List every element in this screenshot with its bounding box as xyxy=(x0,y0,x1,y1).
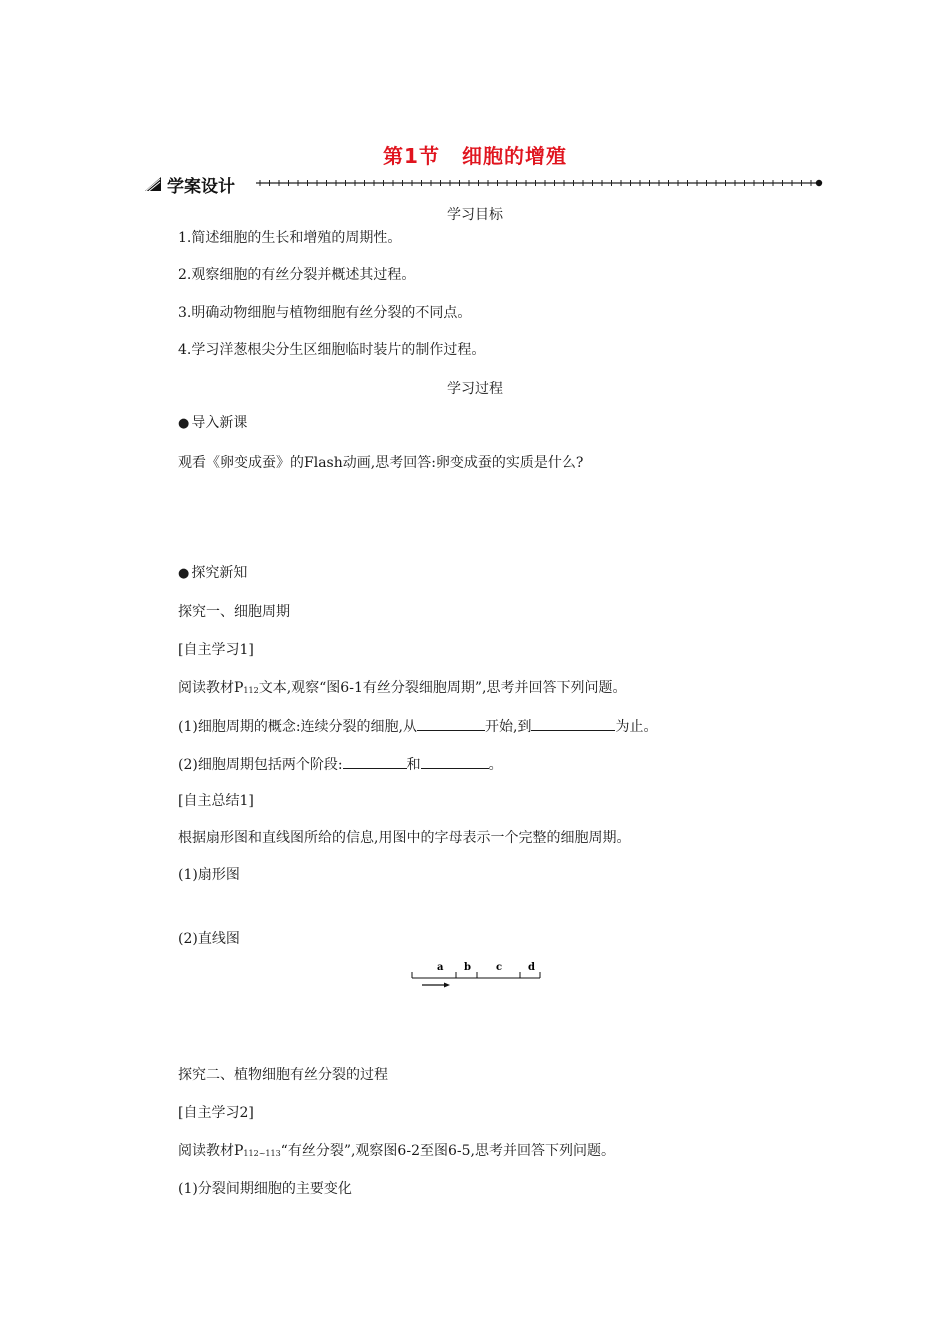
page-subscript: 112~113 xyxy=(243,1149,281,1158)
objective-item: 4.学习洋葱根尖分生区细胞临时装片的制作过程。 xyxy=(178,342,486,358)
pen-icon xyxy=(143,176,163,192)
segment-label-d: d xyxy=(528,962,535,973)
answer-blank[interactable] xyxy=(531,716,615,731)
section1-self-summary: [自主总结1] xyxy=(178,793,254,809)
intro-heading xyxy=(178,413,247,434)
section1-question-1: (1)细胞周期的概念:连续分裂的细胞,从 开始,到 为止。 xyxy=(178,716,657,737)
answer-blank[interactable] xyxy=(421,754,489,769)
intro-heading-text: 导入新课 xyxy=(191,415,248,431)
section2-self-study: [自主学习2] xyxy=(178,1105,254,1121)
intro-question: 观看《卵变成蚕》的Flash动画,思考回答:卵变成蚕的实质是什么? xyxy=(178,455,584,471)
section-banner xyxy=(143,172,823,196)
title-topic: 细胞的增殖 xyxy=(461,144,567,168)
bullet-icon: ● xyxy=(178,566,190,581)
fan-diagram-label: (1)扇形图 xyxy=(178,867,240,883)
objective-item: 1.简述细胞的生长和增殖的周期性。 xyxy=(178,230,402,246)
explore-heading-text: 探究新知 xyxy=(191,565,248,581)
bullet-icon: ● xyxy=(178,416,190,431)
dotted-rule-icon xyxy=(256,172,826,196)
cell-cycle-line-diagram xyxy=(410,958,545,994)
section2-title: 探究二、植物细胞有丝分裂的过程 xyxy=(178,1067,388,1083)
segment-label-a: a xyxy=(437,962,444,973)
line-diagram-label: (2)直线图 xyxy=(178,931,240,947)
objective-item: 2.观察细胞的有丝分裂并概述其过程。 xyxy=(178,267,416,283)
title-section-number: 第1节 xyxy=(383,144,440,168)
answer-blank[interactable] xyxy=(417,716,485,731)
page-title xyxy=(0,140,950,169)
section1-reading: 阅读教材P112文本,观察“图6-1有丝分裂细胞周期”,思考并回答下列问题。 xyxy=(178,680,627,696)
objectives-heading: 学习目标 xyxy=(447,207,503,223)
section2-question-1: (1)分裂间期细胞的主要变化 xyxy=(178,1181,352,1197)
process-heading: 学习过程 xyxy=(447,381,503,397)
banner-label: 学案设计 xyxy=(167,177,235,197)
section1-self-study: [自主学习1] xyxy=(178,642,254,658)
section1-question-2: (2)细胞周期包括两个阶段: 和 。 xyxy=(178,754,503,775)
section2-reading: 阅读教材P112~113“有丝分裂”,观察图6-2至图6-5,思考并回答下列问题。 xyxy=(178,1143,615,1159)
section1-summary-text: 根据扇形图和直线图所给的信息,用图中的字母表示一个完整的细胞周期。 xyxy=(178,830,631,846)
segment-label-c: c xyxy=(496,962,503,973)
section1-title: 探究一、细胞周期 xyxy=(178,604,290,620)
objective-item: 3.明确动物细胞与植物细胞有丝分裂的不同点。 xyxy=(178,305,472,321)
answer-blank[interactable] xyxy=(343,754,407,769)
explore-heading xyxy=(178,563,247,584)
page-subscript: 112 xyxy=(243,686,259,695)
segment-label-b: b xyxy=(464,962,471,973)
